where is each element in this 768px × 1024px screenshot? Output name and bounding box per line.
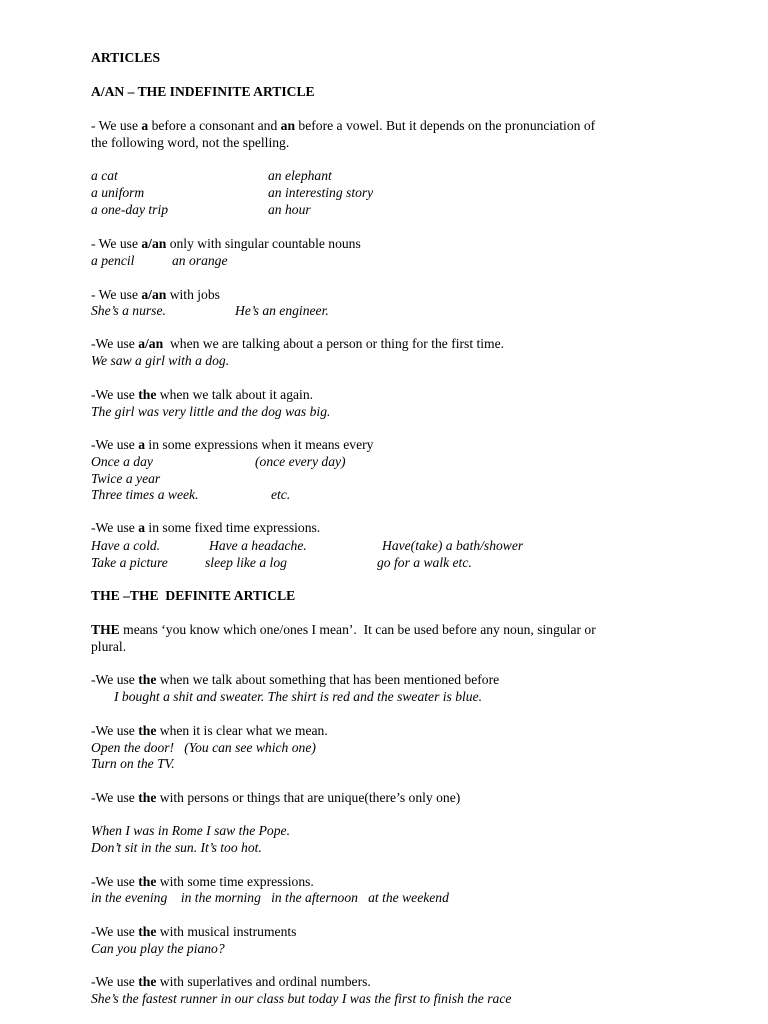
rule-a-an-vowel-cont: the following word, not the spelling. (91, 135, 290, 150)
example-row: The girl was very little and the dog was big. (91, 404, 331, 419)
rule-musical-instruments: -We use the with musical instruments (91, 924, 297, 939)
rule-mentioned-before: -We use the when we talk about something that has been mentioned before (91, 672, 500, 687)
rule-means-every: -We use a in some expressions when it means every (91, 437, 374, 452)
rule-unique: -We use the with persons or things that are unique(there’s only one) (91, 790, 461, 805)
rule-time-expressions: -We use the with some time expressions. (91, 874, 314, 889)
rule-clear-meaning: -We use the when it is clear what we mean. (91, 723, 328, 738)
example-row: Take a picture sleep like a log go for a walk etc. (91, 555, 472, 570)
rule-mentioned-again: -We use the when we talk about it again. (91, 387, 314, 402)
example-row: Have a cold. Have a headache. Have(take) a bath/shower (91, 538, 524, 553)
example-row: She’s a nurse. He’s an engineer. (91, 303, 329, 318)
example-row: a one-day trip an hour (91, 202, 311, 217)
rule-a-an-vowel: - We use a before a consonant and an before a vowel. But it depends on the pronunciation of (91, 118, 596, 133)
example-row: Don’t sit in the sun. It’s too hot. (91, 840, 262, 855)
rule-the-meaning: THE means ‘you know which one/ones I mean’. It can be used before any noun, singular or (91, 622, 596, 637)
rule-first-time: -We use a/an when we are talking about a person or thing for the first time. (91, 336, 505, 351)
example-row: Once a day (once every day) (91, 454, 346, 469)
rule-fixed-time-expressions: -We use a in some fixed time expressions. (91, 520, 321, 535)
example-row: Open the door! (You can see which one) (91, 740, 316, 755)
example-row: We saw a girl with a dog. (91, 353, 230, 368)
example-row: Three times a week. etc. (91, 487, 291, 502)
example-row: Turn on the TV. (91, 756, 175, 771)
example-row: a pencil an orange (91, 253, 228, 268)
example-row: When I was in Rome I saw the Pope. (91, 823, 290, 838)
section-heading-indefinite: A/AN – THE INDEFINITE ARTICLE (91, 84, 315, 99)
section-heading-definite: THE –THE DEFINITE ARTICLE (91, 588, 296, 603)
example-row: in the evening in the morning in the afternoon at the weekend (91, 890, 449, 905)
rule-superlatives: -We use the with superlatives and ordinal numbers. (91, 974, 371, 989)
example-row: I bought a shit and sweater. The shirt is red and the sweater is blue. (114, 689, 483, 704)
rule-the-meaning-cont: plural. (91, 639, 127, 654)
rule-countable-nouns: - We use a/an only with singular countable nouns (91, 236, 361, 251)
document-title: ARTICLES (91, 50, 161, 65)
example-row: Can you play the piano? (91, 941, 225, 956)
example-row: Twice a year (91, 471, 161, 486)
example-row: a uniform an interesting story (91, 185, 374, 200)
example-row: a cat an elephant (91, 168, 332, 183)
rule-jobs: - We use a/an with jobs (91, 287, 220, 302)
example-row: She’s the fastest runner in our class but today I was the first to finish the race (91, 991, 512, 1006)
